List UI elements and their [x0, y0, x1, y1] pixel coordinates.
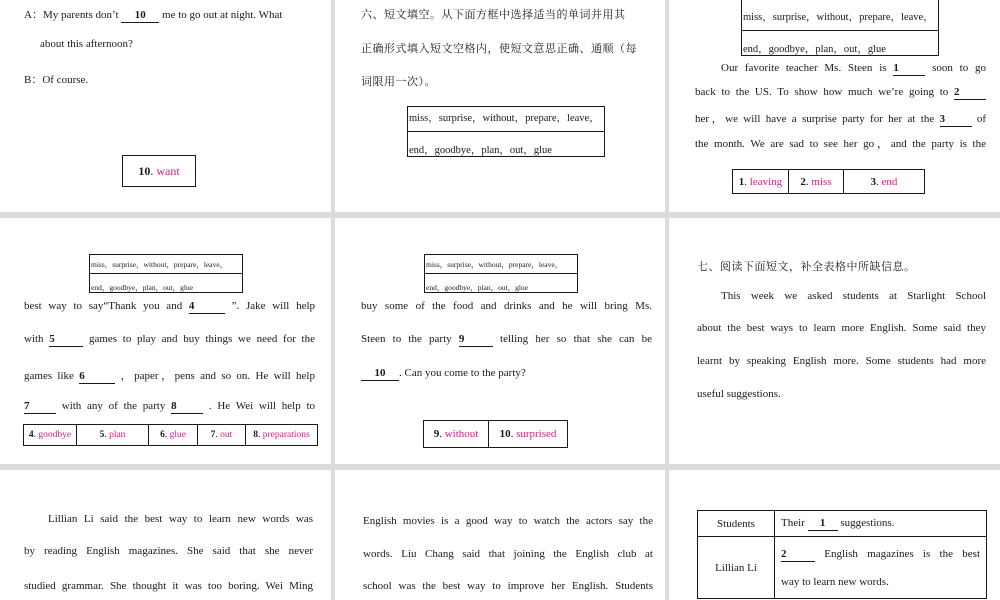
- dialogue-text: A：My parents don’t: [24, 9, 119, 21]
- table-cell-suggestion: [775, 537, 987, 599]
- passage-text: games like: [24, 370, 74, 382]
- blank-3: 3: [940, 114, 972, 127]
- answer-word: preparations: [262, 430, 310, 440]
- answer-box-9-10: [423, 420, 568, 448]
- answer-box-1-3: [732, 169, 925, 194]
- dialogue-line-b: B：Of course.: [24, 74, 89, 86]
- word-bank-divider: [742, 30, 938, 31]
- passage-line-2: [24, 333, 315, 347]
- word-bank-box: [89, 254, 243, 293]
- panel-passage-middle: [0, 218, 331, 464]
- answer-number: 7: [210, 430, 216, 440]
- reading-line-4: useful suggestions.: [697, 388, 781, 400]
- table-cell-name: Lillian Li: [698, 537, 775, 599]
- passage-line-2: [695, 86, 986, 100]
- dialogue-text: me to go out at night. What: [162, 9, 283, 21]
- panel-reading-lillian: [0, 470, 331, 600]
- panel-reading-liu: [335, 470, 665, 600]
- blank-4: 4: [189, 301, 225, 314]
- passage-text: telling her so that she can be: [500, 333, 652, 345]
- passage-text: with any of the party: [61, 400, 166, 412]
- answer-box-10: [122, 155, 196, 187]
- answer-word: miss: [811, 175, 832, 188]
- answer-cell-8: 8 . preparations: [245, 425, 317, 445]
- answer-number: 5: [99, 430, 105, 440]
- info-table: [697, 510, 987, 599]
- passage-text: . He Wei will help to: [208, 400, 316, 412]
- passage-text: soon to go: [932, 62, 987, 74]
- panel-info-table: [669, 470, 1000, 600]
- passage-text: ”. Jake will help: [231, 300, 316, 312]
- passage-text: . Can you come to the party?: [399, 367, 526, 379]
- panel-dialogue-end: [0, 0, 331, 212]
- answer-cell-3: 3 . end: [843, 170, 924, 193]
- passage-line-3: [695, 110, 986, 127]
- reading-line-1: This week we asked students at Starlight School: [721, 290, 986, 302]
- answer-cell-2: 2 . miss: [788, 170, 843, 193]
- blank-10: 10: [361, 368, 399, 381]
- answer-number: 4: [28, 430, 34, 440]
- word-bank-box: [424, 254, 578, 293]
- word-bank-line-1: miss，surprise，without，prepare，leave，: [409, 113, 600, 124]
- answer-word: want: [156, 163, 180, 178]
- reading-line-3: studied grammar. She thought it was too boring. Wei Ming: [24, 580, 313, 592]
- header-text: Their: [781, 516, 805, 529]
- answer-word: surprised: [516, 428, 557, 440]
- answer-cell-4: 4 . goodbye: [28, 430, 72, 440]
- answer-cell-5: 5 . plan: [76, 425, 148, 445]
- blank-10: 10: [121, 10, 159, 23]
- passage-line-3: [361, 367, 526, 381]
- passage-text: ，paper，pens and so on. He will help: [120, 370, 315, 382]
- table-row: [698, 511, 987, 537]
- word-bank-line-1: miss，surprise，without，prepare，leave，: [91, 260, 228, 269]
- answer-number: 9: [433, 428, 440, 440]
- blank-8: 8: [171, 401, 203, 414]
- answer-word: glue: [169, 430, 186, 440]
- word-bank-line-1: miss，surprise，without，prepare，leave，: [743, 12, 934, 23]
- reading-line-2: by reading English magazines. She said that she never: [24, 545, 313, 557]
- answer-cell-7: 7 . out: [197, 425, 245, 445]
- blank-2: 2: [781, 549, 815, 562]
- reading-line-3: learnt by speaking English more. Some students had more: [697, 355, 986, 367]
- answer-number: 10: [138, 163, 151, 178]
- answer-separator: .: [150, 163, 154, 178]
- passage-line-1: [721, 62, 986, 76]
- passage-text: best way to say“Thank you and: [24, 300, 183, 312]
- passage-line-1: buy some of the food and drinks and he will bring Ms.: [361, 300, 652, 312]
- answer-number: 2: [800, 175, 806, 188]
- panel-section-seven: [669, 218, 1000, 464]
- panel-section-six: [335, 0, 665, 212]
- word-bank-line-2: end，goodbye，plan，out，glue: [91, 283, 194, 292]
- blank-7: 7: [24, 401, 56, 414]
- answer-box-4-8: [23, 424, 318, 446]
- section-heading-line-3: 词限用一次）。: [361, 75, 436, 88]
- word-bank-line-2: end，goodbye，plan，out，glue: [409, 145, 552, 156]
- passage-text: Our favorite teacher Ms. Steen is: [721, 62, 887, 74]
- reading-line-2: words. Liu Chang said that joining the English club at: [363, 548, 653, 560]
- dialogue-line-a2: about this afternoon?: [40, 38, 133, 50]
- blank-2: 2: [954, 87, 986, 100]
- passage-line-1: [24, 300, 315, 314]
- suggestion-text: English magazines is the best: [824, 548, 981, 560]
- answer-word: end: [881, 175, 898, 188]
- blank-5: 5: [49, 334, 83, 347]
- passage-line-2: [361, 333, 652, 347]
- answer-word: plan: [109, 430, 126, 440]
- section-heading-line-1: 六、短文填空。从下面方框中选择适当的单词并用其: [361, 8, 626, 21]
- passage-text: her，we will have a surprise party for her at the: [695, 113, 935, 125]
- panel-passage-start: [669, 0, 1000, 212]
- passage-text: back to the US. To show how much we’re going to: [695, 86, 949, 98]
- panel-passage-end: [335, 218, 665, 464]
- answer-word: goodbye: [38, 430, 72, 440]
- word-bank-line-2: end，goodbye，plan，out，glue: [743, 44, 886, 55]
- dialogue-line-a: [24, 6, 315, 23]
- word-bank-box: [741, 0, 939, 56]
- table-row: [698, 537, 987, 599]
- blank-6: 6: [79, 371, 115, 384]
- word-bank-divider: [408, 131, 604, 132]
- suggestion-line-1: [781, 547, 980, 562]
- answer-cell-1: 1 . leaving: [738, 175, 783, 188]
- answer-number: 6: [160, 430, 165, 440]
- answer-cell: [123, 156, 195, 186]
- section-heading-line-2: 正确形式填入短文空格内，使短文意思正确、通顺（每: [361, 42, 637, 55]
- answer-cell-6: 6 . glue: [148, 425, 197, 445]
- answer-number: 1: [738, 175, 745, 188]
- word-bank-divider: [90, 273, 242, 274]
- blank-1: 1: [893, 63, 925, 76]
- reading-line-2: about the best ways to learn more English. Some said they: [697, 322, 986, 334]
- passage-line-4: the month. We are sad to see her go，and the party is the: [695, 138, 986, 150]
- answer-word: without: [444, 428, 479, 440]
- word-bank-box: [407, 106, 605, 157]
- answer-word: leaving: [749, 175, 783, 188]
- passage-line-3: [24, 367, 315, 384]
- suggestion-line-2: way to learn new words.: [781, 576, 889, 588]
- reading-line-1: English movies is a good way to watch the actors say the: [363, 515, 653, 527]
- answer-word: out: [220, 430, 233, 440]
- word-bank-line-2: end，goodbye，plan，out，glue: [426, 283, 529, 292]
- answer-number: 3: [870, 175, 877, 188]
- blank-1: 1: [808, 518, 838, 531]
- header-text: suggestions.: [840, 516, 895, 529]
- answer-number: 10: [499, 428, 511, 440]
- blank-9: 9: [459, 334, 493, 347]
- answer-number: 8: [253, 430, 259, 440]
- table-header-suggestions: [775, 511, 987, 537]
- passage-text: Steen to the party: [361, 333, 452, 345]
- passage-text: games to play and buy things we need for the: [88, 333, 315, 345]
- answer-cell-10: 10 . surprised: [488, 421, 567, 447]
- passage-line-4: [24, 400, 315, 414]
- word-bank-divider: [425, 273, 577, 274]
- word-bank-line-1: miss，surprise，without，prepare，leave，: [426, 260, 563, 269]
- answer-cell-9: 9 . without: [433, 428, 479, 440]
- passage-text: of: [976, 113, 987, 125]
- section-heading: 七、阅读下面短文，补全表格中所缺信息。: [697, 260, 916, 273]
- passage-text: with: [24, 333, 44, 345]
- reading-line-1: Lillian Li said the best way to learn new words was: [48, 513, 313, 525]
- table-header-students: Students: [698, 511, 775, 537]
- reading-line-3: school was the best way to improve her English. Students: [363, 580, 653, 592]
